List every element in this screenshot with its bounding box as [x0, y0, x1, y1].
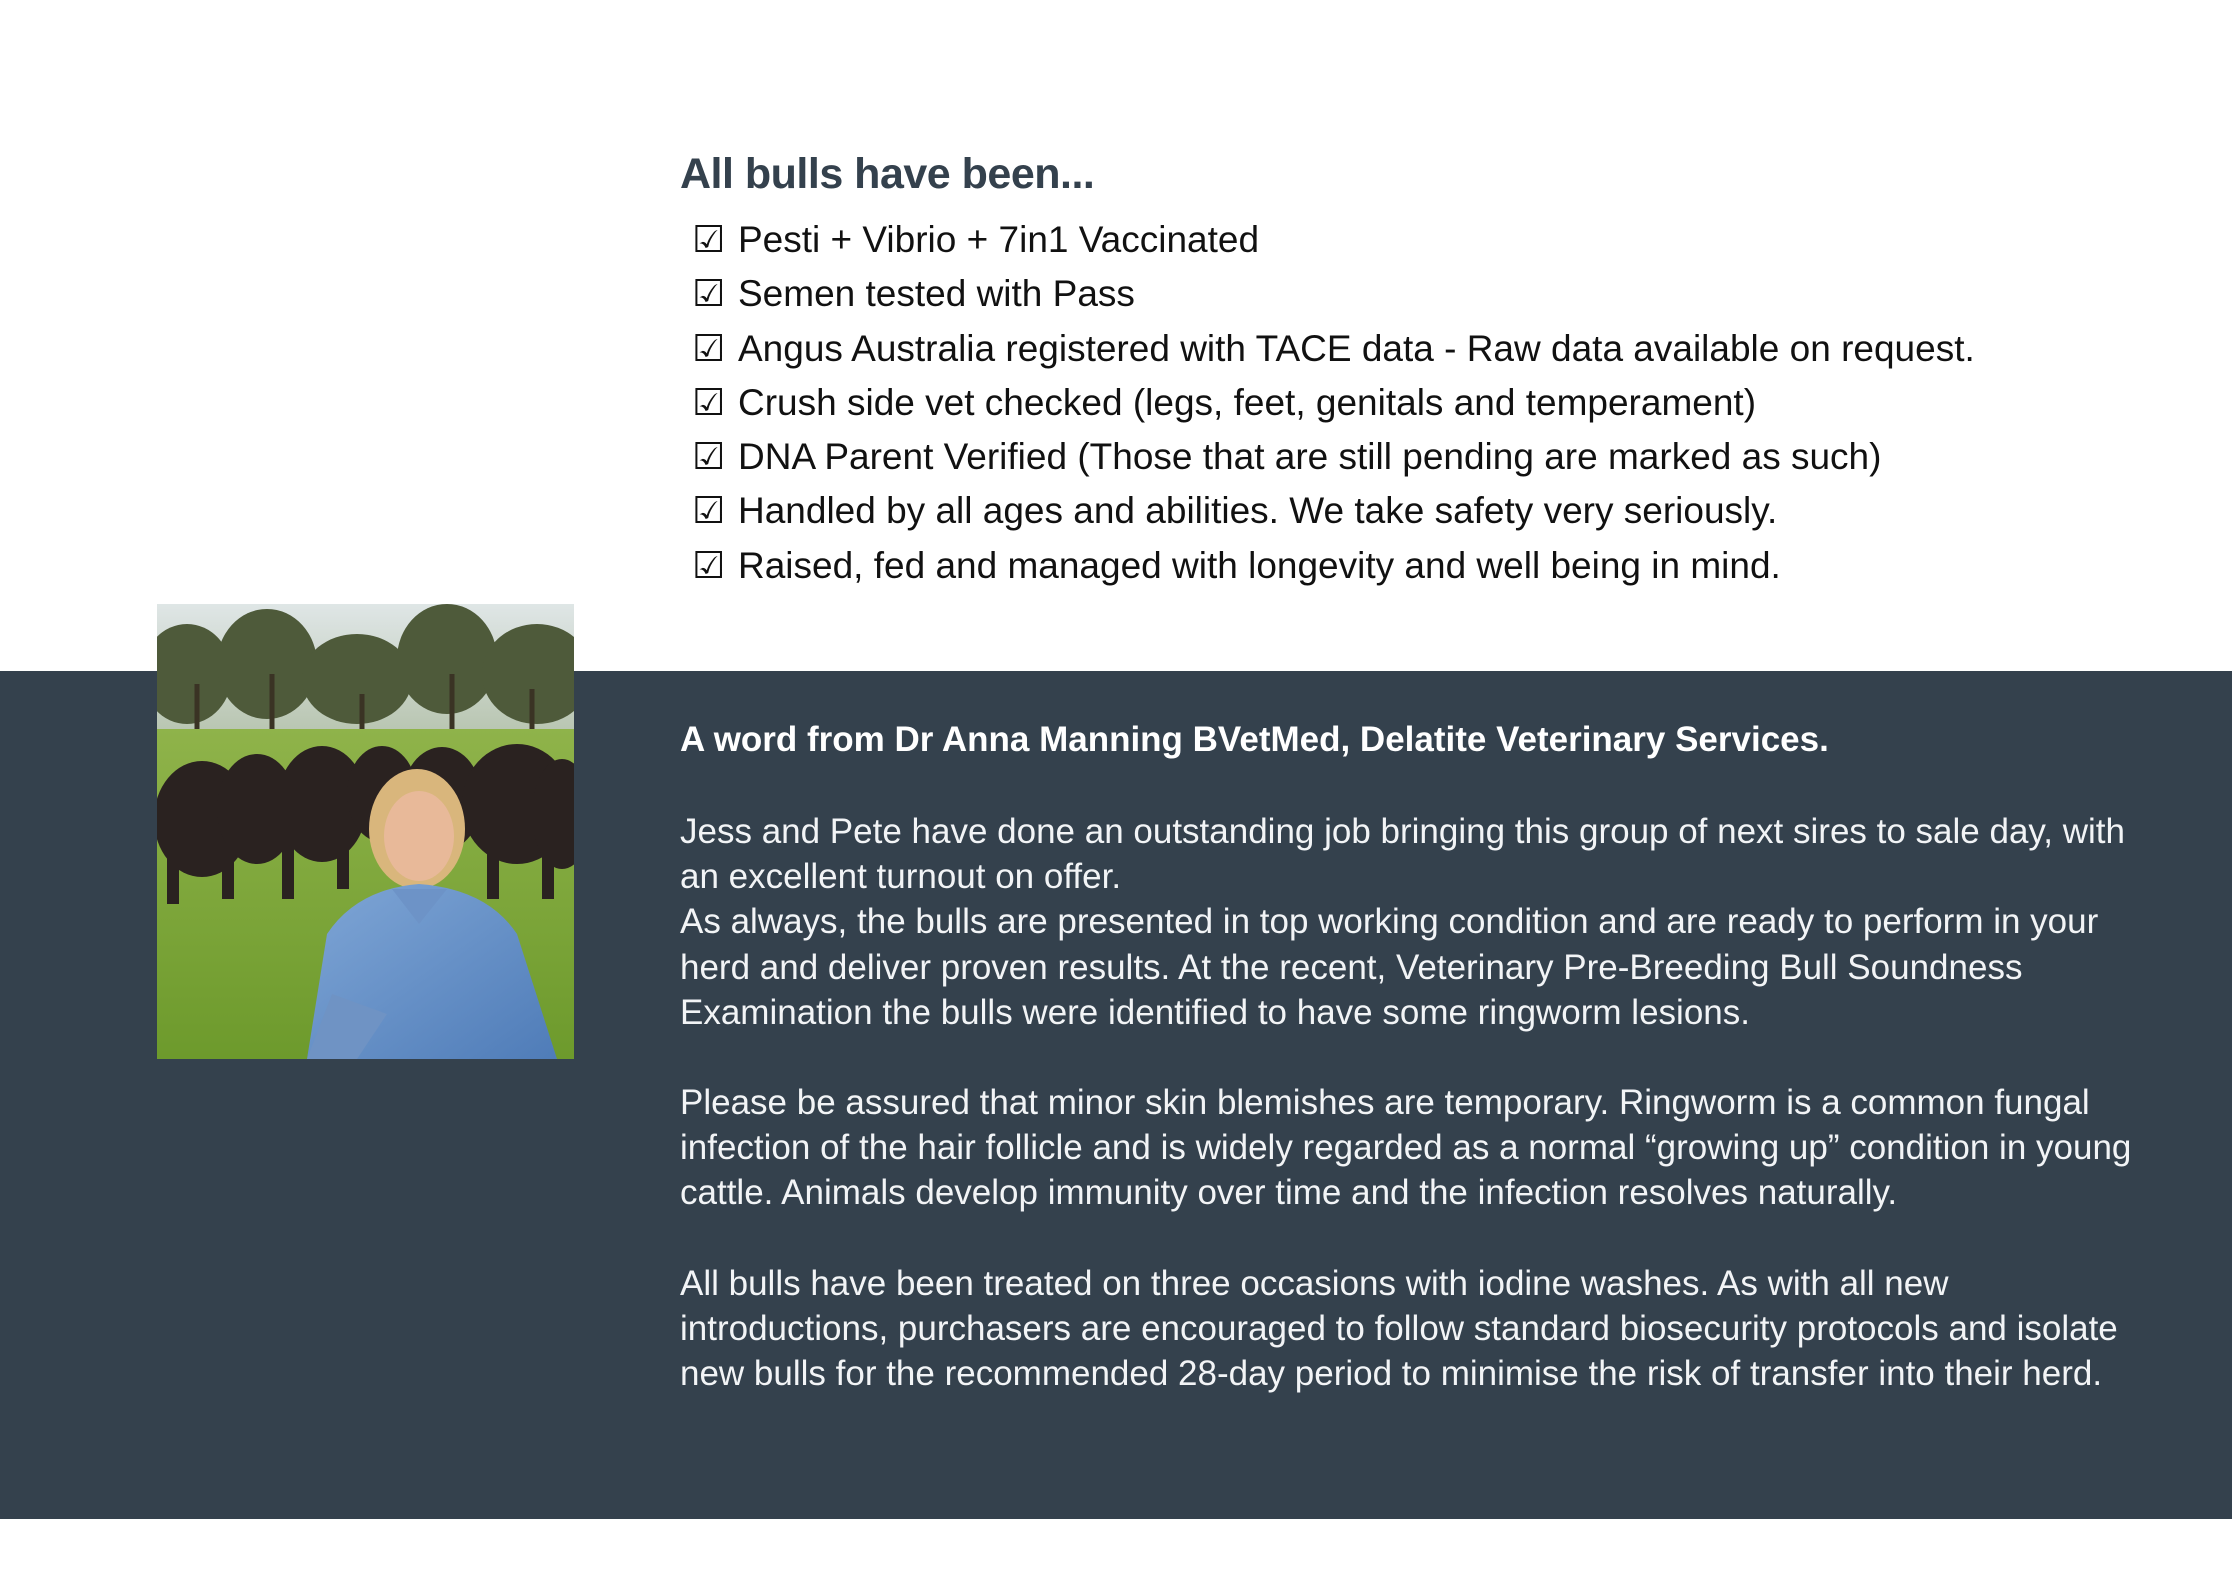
vet-word-section: [680, 715, 2160, 1441]
checkbox-ticked-icon: ☑: [692, 436, 726, 478]
vet-photo: [157, 604, 574, 1059]
checklist-item-label: Pesti + Vibrio + 7in1 Vaccinated: [738, 219, 1260, 260]
checkbox-ticked-icon: ☑: [692, 544, 726, 586]
vet-paragraph: Please be assured that minor skin blemishes are temporary. Ringworm is a common fungal infection of the hair follicle and is widely regarded as a normal “growing up” condition in young cattle. Animals develop immunity over time and the infection resolves naturally.: [680, 1083, 2132, 1213]
checkbox-ticked-icon: ☑: [692, 490, 726, 532]
checklist-item-label: Angus Australia registered with TACE data - Raw data available on request.: [738, 327, 1975, 369]
checklist-item-label: DNA Parent Verified (Those that are still pending are marked as such): [738, 436, 1882, 478]
checkbox-ticked-icon: ☑: [692, 327, 726, 369]
checklist-title: All bulls have been...: [680, 150, 1095, 198]
checkbox-ticked-icon: ☑: [692, 381, 726, 423]
checkbox-ticked-icon: ☑: [692, 219, 726, 260]
checklist-item-label: Semen tested with Pass: [738, 273, 1135, 315]
vet-word-heading: A word from Dr Anna Manning BVetMed, Delatite Veterinary Services.: [680, 720, 1829, 759]
checklist-item: [692, 322, 2160, 376]
checklist-item: [692, 267, 2160, 321]
vet-paragraph: As always, the bulls are presented in top working condition and are ready to perform in your herd and deliver proven results. At the recent, Veterinary Pre-Breeding Bull Soundness Examination the bulls were identified to have some ringworm lesions.: [680, 902, 2099, 1032]
checklist-item: [692, 376, 2160, 430]
checklist-item: [692, 430, 2160, 484]
checklist: [680, 213, 2160, 593]
vet-paragraph: All bulls have been treated on three occasions with iodine washes. As with all new introductions, purchasers are encouraged to follow standard biosecurity protocols and isolate new bulls for the recommended 28-day period to minimise the risk of transfer into their herd.: [680, 1263, 2118, 1394]
checklist-item-label: Crush side vet checked (legs, feet, genitals and temperament): [738, 381, 1757, 423]
checklist-item: [692, 539, 2160, 593]
checklist-item-label: Raised, fed and managed with longevity and well being in mind.: [738, 544, 1781, 586]
checklist-item: [692, 484, 2160, 538]
checklist-item: [692, 213, 2160, 267]
checklist-section: [680, 150, 2160, 593]
checkbox-ticked-icon: ☑: [692, 273, 726, 315]
vet-paragraph: Jess and Pete have done an outstanding job bringing this group of next sires to sale day, with an excellent turnout on offer.: [680, 812, 2125, 897]
checklist-item-label: Handled by all ages and abilities. We take safety very seriously.: [738, 490, 1778, 532]
